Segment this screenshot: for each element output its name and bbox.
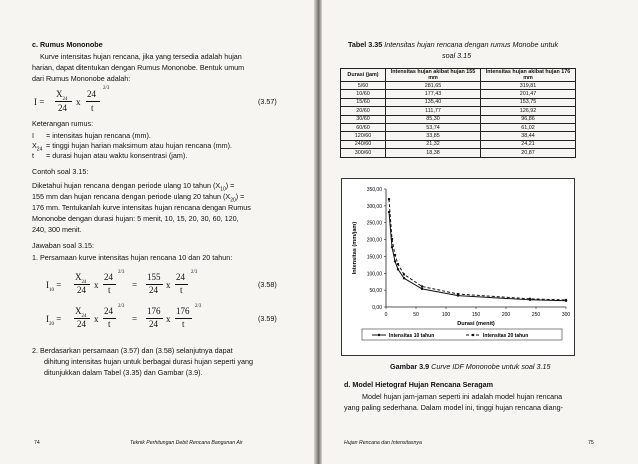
keterangan-title: Keterangan rumus: — [32, 119, 94, 128]
table-header: Intensitas hujan akibat hujan 176 mm — [481, 69, 576, 82]
x-tick-label: 150 — [471, 312, 481, 318]
section-title-d: d. Model Hietograf Hujan Rencana Seragam — [344, 380, 493, 389]
eq-denominator: t — [108, 319, 111, 329]
x-tick-label: 250 — [531, 312, 541, 318]
legend-symbol: t — [32, 151, 34, 160]
eq-times: x — [94, 280, 99, 290]
eq-denominator-2: t — [91, 103, 94, 113]
table-cell: 18,38 — [386, 149, 481, 157]
legend-symbol: $X_{24}$ — [32, 141, 43, 153]
data-point — [403, 273, 405, 275]
table-cell: 281,65 — [386, 82, 481, 90]
eq-numerator: $X_{24}$ — [75, 272, 87, 285]
eq-denominator: t — [108, 285, 111, 295]
table-caption-2: soal 3.15 — [442, 51, 472, 60]
paragraph-line: dari Rumus Mononobe adalah: — [32, 74, 131, 83]
eq-denominator: t — [180, 285, 183, 295]
x-tick-label: 100 — [441, 312, 451, 318]
data-point — [565, 299, 567, 301]
legend-marker — [472, 334, 474, 336]
x-axis-label: Durasi (menit) — [457, 321, 495, 327]
legend-symbol: I — [32, 131, 34, 140]
data-point — [394, 254, 396, 256]
contoh-line: Diketahui hujan rencana dengan periode ulang 10 tahun $(X_{10})$ = — [32, 181, 235, 193]
legend-text: = intensitas hujan rencana (mm). — [46, 131, 151, 140]
table-title: Tabel 3.35 Intensitas hujan rencana dengan rumus Monobe untuk — [348, 40, 559, 49]
eq-numerator: 24 — [176, 272, 185, 282]
eq-numerator: 176 — [176, 306, 190, 316]
page-number: 75 — [588, 440, 594, 446]
y-tick-label: 200,00 — [366, 237, 382, 244]
data-point — [457, 293, 459, 295]
eq-equals: = — [132, 314, 138, 324]
eq-numerator: 155 — [147, 272, 161, 282]
data-point — [421, 288, 423, 290]
eq-lhs: I = — [34, 97, 45, 107]
eq-times: x — [166, 280, 171, 290]
eq-exponent: 2/3 — [191, 270, 198, 275]
table-row — [341, 107, 576, 115]
table-cell: 21,32 — [386, 140, 481, 148]
data-point — [388, 198, 390, 200]
table-cell: 53,74 — [386, 123, 481, 131]
contoh-line: 240, 300 menit. — [32, 225, 82, 234]
equation-number: (3.57) — [258, 97, 277, 106]
equation-number: (3.59) — [258, 314, 277, 323]
table-cell: 319,81 — [481, 82, 576, 90]
contoh-line: 155 mm dan hujan rencana dengan periode ulang 20 tahun $(X_{20})$ = — [32, 192, 245, 204]
legend-text: = durasi hujan atau waktu konsentrasi (jam). — [46, 151, 188, 160]
step-2-line: ditunjukkan dalam Tabel (3.35) dan Gambar (3.9). — [44, 368, 203, 377]
data-point — [421, 285, 423, 287]
figure-caption: Gambar 3.9 Curve IDF Mononobe untuk soal 3.15 — [390, 362, 551, 371]
table-row — [341, 132, 576, 140]
eq-exponent: 2/3 — [103, 86, 110, 91]
eq-denominator: 24 — [77, 319, 86, 329]
jawaban-title: Jawaban soal 3.15: — [32, 241, 94, 250]
table-cell: 111,77 — [386, 107, 481, 115]
y-tick-label: 300,00 — [366, 203, 382, 210]
table-row — [341, 98, 576, 106]
idf-chart-frame — [341, 178, 575, 356]
eq-numerator: 24 — [104, 272, 113, 282]
data-point — [529, 298, 531, 300]
eq-exponent: 2/3 — [118, 270, 125, 275]
table-cell: 38,44 — [481, 132, 576, 140]
y-tick-label: 350,00 — [366, 187, 382, 193]
table-cell: 10/60 — [341, 90, 386, 98]
table-cell: 135,40 — [386, 98, 481, 106]
table-row — [341, 115, 576, 123]
x-tick-label: 200 — [501, 312, 511, 318]
table-cell: 85,30 — [386, 115, 481, 123]
table-cell: 96,86 — [481, 115, 576, 123]
table-row — [341, 123, 576, 131]
fraction-bar — [86, 101, 100, 102]
series-line — [389, 212, 566, 301]
eq-denominator: 24 — [149, 285, 158, 295]
paragraph-line: harian, dapat ditentukan dengan Rumus Mononobe. Bentuk umum — [32, 63, 245, 72]
y-tick-label: 250,00 — [366, 220, 382, 227]
table-cell: 20,87 — [481, 149, 576, 157]
paragraph-line: Kurve intensitas hujan rencana, jika yang tersedia adalah hujan — [40, 52, 242, 61]
step-2-line: 2. Berdasarkan persamaan (3.57) dan (3.58) selanjutnya dapat — [32, 346, 233, 355]
eq-numerator: 24 — [104, 306, 113, 316]
book-gutter — [314, 0, 322, 464]
running-footer: Teknik Perhitungan Debit Rencana Bangunan Air — [130, 440, 243, 446]
table-cell: 30/60 — [341, 115, 386, 123]
page-number: 74 — [34, 440, 40, 446]
eq-denominator: 24 — [149, 319, 158, 329]
table-cell: 20/60 — [341, 107, 386, 115]
table-row — [341, 90, 576, 98]
data-point — [397, 263, 399, 265]
y-tick-label: 50,00 — [369, 288, 382, 295]
table-header: Intensitas hujan akibat hujan 155 mm — [386, 69, 481, 82]
data-point — [403, 277, 405, 279]
step-1: 1. Persamaan kurve intensitas hujan rencana 10 dan 20 tahun: — [32, 253, 233, 262]
eq-numerator: $X_{24}$ — [75, 306, 87, 319]
table-cell: 126,92 — [481, 107, 576, 115]
table-cell: 153,75 — [481, 98, 576, 106]
contoh-line: Mononobe dengan durasi hujan: 5 menit, 10, 15, 20, 30, 60, 120, — [32, 214, 239, 223]
data-point — [391, 238, 393, 240]
table-cell: 61,02 — [481, 123, 576, 131]
eq-times: x — [76, 97, 81, 107]
eq-exponent: 2/3 — [118, 304, 125, 309]
x-tick-label: 300 — [561, 312, 571, 318]
data-point — [397, 268, 399, 270]
eq-numerator-2: 24 — [87, 89, 96, 99]
eq-exponent: 2/3 — [195, 304, 202, 309]
step-2-line: dihitung intensitas hujan untuk berbagai durasi hujan seperti yang — [44, 357, 253, 366]
data-point — [391, 246, 393, 248]
table-header-row — [341, 69, 576, 82]
data-point — [394, 260, 396, 262]
x-tick-label: 50 — [413, 312, 419, 318]
table-cell: 300/60 — [341, 149, 386, 157]
table-cell: 201,47 — [481, 90, 576, 98]
y-tick-label: 0,00 — [372, 305, 382, 311]
y-tick-label: 100,00 — [366, 271, 382, 278]
eq-times: x — [94, 314, 99, 324]
section-title-c: c. Rumus Mononobe — [32, 40, 103, 49]
eq-lhs: $I_{10}$ = — [46, 280, 62, 293]
x-tick-label: 0 — [384, 312, 388, 318]
table-cell: 24,21 — [481, 140, 576, 148]
idf-chart — [342, 179, 574, 355]
idf-table — [340, 68, 576, 158]
table-cell: 5/60 — [341, 82, 386, 90]
eq-denominator: t — [182, 319, 185, 329]
legend-marker — [378, 334, 380, 336]
table-row — [341, 149, 576, 157]
eq-numerator: 176 — [147, 306, 161, 316]
eq-denominator: 24 — [58, 103, 67, 113]
eq-numerator: $X_{24}$ — [56, 89, 68, 102]
equation-number: (3.58) — [258, 280, 277, 289]
table-cell: 15/60 — [341, 98, 386, 106]
paragraph-line: Model hujan jam-jaman seperti ini adalah model hujan rencana — [362, 392, 563, 401]
contoh-title: Contoh soal 3.15: — [32, 167, 89, 176]
running-footer: Hujan Rencana dan Intensitasnya — [344, 440, 422, 446]
contoh-line: 176 mm. Tentukanlah kurve intensitas hujan rencana dengan Rumus — [32, 203, 251, 212]
y-axis-label: Intensitas (mm/jam) — [352, 221, 358, 275]
table-row — [341, 82, 576, 90]
eq-lhs: $I_{20}$ = — [46, 314, 62, 327]
y-tick-label: 150,00 — [366, 254, 382, 261]
paragraph-line: yang paling sederhana. Dalam model ini, tinggi hujan rencana diang- — [344, 403, 563, 412]
legend-text: = tinggi hujan harian maksimum atau hujan rencana (mm). — [46, 141, 232, 150]
legend-label: Intensitas 10 tahun — [389, 333, 435, 339]
table-cell: 177,43 — [386, 90, 481, 98]
legend-label: Intensitas 20 tahun — [483, 333, 529, 339]
eq-equals: = — [132, 280, 138, 290]
table-cell: 60/60 — [341, 123, 386, 131]
table-cell: 240/60 — [341, 140, 386, 148]
table-cell: 120/60 — [341, 132, 386, 140]
eq-times: x — [166, 314, 171, 324]
eq-denominator: 24 — [77, 285, 86, 295]
table-cell: 33,85 — [386, 132, 481, 140]
table-row — [341, 140, 576, 148]
table-header: Durasi (jam) — [341, 69, 386, 82]
fraction-bar — [55, 101, 72, 102]
